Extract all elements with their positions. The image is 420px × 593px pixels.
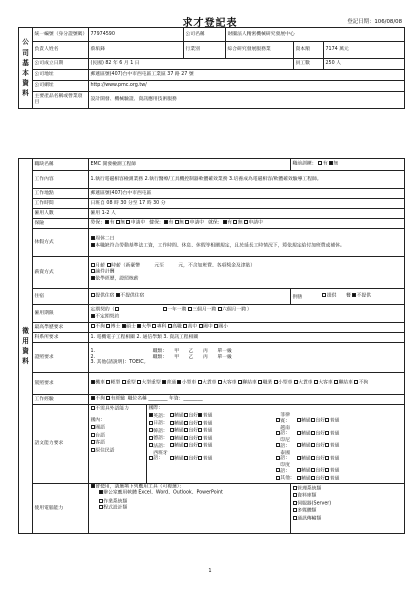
insurance-type-label: 健保： — [149, 220, 164, 226]
experience-field[interactable]: 職位名稱 ________ 年資：________ — [127, 396, 203, 402]
address-value: 郵遞區號(407)台中市西屯區工業區 37 路 27 號 — [89, 70, 405, 81]
education-option[interactable] — [91, 324, 105, 330]
computer-skill-label: 資料庫類 — [297, 493, 317, 499]
foreign-language-list-right — [276, 412, 403, 482]
insurance-option-label: 無 — [120, 220, 126, 226]
education-option[interactable] — [167, 324, 181, 330]
foreign-language-row — [149, 421, 276, 427]
foreign-language-checkbox[interactable] — [149, 421, 153, 425]
department-value: 1. 電機電子工程相關 2. 通信學類 3. 資訊工程相關 — [89, 333, 405, 343]
language-level-label: 精通 — [301, 468, 311, 474]
foreign-language-name: 泰國語： — [280, 450, 290, 462]
language-level-label: 良好 — [188, 443, 199, 449]
insurance-options — [89, 219, 405, 229]
job-title-label: 職缺名稱 — [33, 159, 89, 171]
insurance-option[interactable] — [164, 220, 174, 226]
education-checkbox[interactable] — [152, 324, 156, 328]
language-level-checkbox[interactable] — [325, 418, 329, 422]
training-option-label: 無 — [333, 161, 339, 167]
education-option[interactable] — [121, 324, 135, 330]
license-option[interactable] — [354, 380, 368, 386]
license-checkbox[interactable] — [334, 380, 338, 384]
headcount-value: 僱用 1-2 人 — [89, 209, 405, 219]
insurance-checkbox[interactable] — [105, 220, 109, 224]
education-option-label: 高中 — [187, 324, 198, 330]
license-option-label: 聯結車 — [242, 380, 257, 386]
license-option[interactable] — [106, 380, 120, 386]
license-option[interactable] — [137, 380, 161, 386]
license-option-label: 大貨車 — [202, 380, 217, 386]
foreign-language-name: 日語： — [153, 421, 168, 427]
language-label: 語文能力要求 — [33, 405, 89, 484]
language-level-checkbox[interactable] — [198, 413, 202, 417]
insurance-option[interactable] — [116, 220, 126, 226]
language-level-label: 普通 — [329, 456, 340, 462]
os-text: 作業系統類 — [103, 499, 128, 505]
foreign-language-name: 西班牙語： — [153, 450, 168, 462]
license-option-label: 職業 — [262, 380, 273, 386]
foreign-language-checkbox[interactable] — [276, 443, 280, 447]
language-level-label: 普通 — [329, 431, 340, 437]
education-option-label: 不拘 — [95, 324, 105, 330]
education-options — [89, 323, 405, 333]
page-number: 1 — [208, 568, 212, 574]
pay-hourly-text: 時薪（新臺幣 元至 元，不含加班費、各項獎金及津貼） — [111, 263, 256, 269]
foreign-language-checkbox[interactable] — [149, 456, 153, 460]
experience-option-label: 不拘 — [95, 396, 105, 402]
language-level-label: 精通 — [301, 431, 311, 437]
education-option[interactable] — [183, 324, 197, 330]
education-checkbox[interactable] — [106, 324, 110, 328]
insurance-option-label: 有 — [227, 220, 233, 226]
education-label: 最高學歷要求 — [33, 323, 89, 333]
language-level-label: 良好 — [188, 436, 199, 442]
founded-label: 公司成立日期 — [33, 59, 89, 70]
term-period-option-label: 一年一聘 — [167, 307, 187, 313]
license-option-label: 輕型 — [110, 380, 121, 386]
language-level-label: 普通 — [202, 413, 213, 419]
experience-label: 工作經驗 — [33, 395, 89, 405]
company-section-label: 公司基本資料 — [19, 28, 33, 109]
language-level-label: 精通 — [174, 443, 184, 449]
leave-weekend-text: 周休二日 — [95, 236, 115, 242]
foreign-language-name: 其他： — [280, 476, 295, 482]
foreign-language-checkbox[interactable] — [149, 436, 153, 440]
license-option[interactable] — [162, 380, 176, 386]
license-option[interactable] — [217, 380, 236, 386]
capital-value: 7174 萬元 — [324, 42, 405, 59]
education-option-label: 大學 — [141, 324, 152, 330]
language-level-label: 精通 — [301, 456, 311, 462]
housing-option-label: 提供住宿 — [95, 293, 115, 299]
computer-skill-label: 通訊傳輸類 — [297, 516, 322, 522]
license-option-label: 大型重型 — [141, 380, 161, 386]
education-option-label: 專科 — [156, 324, 167, 330]
insurance-option-label: 申請中 — [248, 220, 263, 226]
license-option[interactable] — [177, 380, 196, 386]
foreign-language-list-left — [149, 412, 276, 482]
language-level-checkbox[interactable] — [325, 431, 329, 435]
foreign-language-name: 韓語： — [153, 428, 168, 434]
language-level-checkbox[interactable] — [325, 443, 329, 447]
license-option-label: 聯結車 — [338, 380, 353, 386]
pay-monthly-text: 月薪 — [95, 263, 105, 269]
experience-option[interactable] — [91, 396, 105, 402]
training-options — [318, 162, 339, 167]
computer-skill-label: 管理系統類 — [297, 486, 322, 491]
license-checkbox[interactable] — [177, 380, 181, 384]
insurance-option[interactable] — [244, 220, 263, 226]
insurance-label: 保險 — [33, 219, 89, 229]
company-name-label: 公司名稱 — [184, 28, 226, 42]
department-label: 科系所要求 — [33, 333, 89, 343]
domestic-label: 國內： — [90, 418, 105, 424]
license-option-label: 普通 — [166, 380, 177, 386]
company-name-value: 財團法人精密機械研究發展中心 — [226, 28, 405, 42]
founded-value: (民國) 82 年 6 月 1 日 — [89, 59, 294, 70]
insurance-option-label: 申請中 — [130, 220, 146, 226]
language-level-label: 精通 — [174, 413, 184, 419]
education-option-label: 國小 — [218, 324, 229, 330]
meal-cell — [291, 289, 405, 305]
foreign-language-checkbox[interactable] — [149, 443, 153, 447]
foreign-language-row — [276, 451, 403, 462]
domestic-language-label: 國語 — [95, 425, 105, 431]
insurance-option[interactable] — [105, 220, 115, 226]
language-level-label: 良好 — [188, 413, 199, 419]
education-option[interactable] — [198, 324, 212, 330]
license-option[interactable] — [334, 380, 353, 386]
language-level-label: 普通 — [329, 476, 340, 482]
foreign-language-row — [276, 476, 403, 482]
language-level-label: 普通 — [329, 443, 340, 449]
leave-label: 休假方式 — [33, 229, 89, 257]
language-level-label: 精通 — [301, 443, 311, 449]
products-value: 設計開發、機械驗證、資訊應用技術服務 — [89, 92, 405, 109]
language-level-label: 良好 — [315, 476, 326, 482]
language-level-label: 精通 — [174, 456, 184, 462]
language-level-label: 精通 — [301, 476, 311, 482]
computer-skill-label: 多媒體類 — [297, 508, 317, 514]
language-level-label: 普通 — [202, 443, 213, 449]
insurance-option-label: 有 — [109, 220, 115, 226]
registration-date: 登記日期：106/08/08 — [347, 19, 402, 25]
language-level-checkbox[interactable] — [198, 456, 202, 460]
hours-value: 日班自 08 時 30 分至 17 時 30 分 — [89, 199, 405, 209]
tax-id-label: 統一編號（身分證號碼） — [33, 28, 89, 42]
foreign-language-name: 法語： — [153, 443, 168, 449]
certificate-label: 證照要求 — [33, 343, 89, 373]
job-section-label: 徵用資料 — [19, 159, 33, 534]
license-option-label: 機車 — [95, 380, 105, 386]
tax-id-value: 77974590 — [89, 28, 184, 42]
training-checkbox[interactable] — [318, 161, 322, 165]
insurance-option[interactable] — [222, 220, 232, 226]
meal-option-label: 不提供 — [356, 293, 371, 299]
education-option[interactable] — [214, 324, 228, 330]
language-level-checkbox[interactable] — [325, 456, 329, 460]
language-level-label: 良好 — [315, 418, 326, 424]
foreign-language-checkbox[interactable] — [149, 428, 153, 432]
meal-option[interactable] — [322, 293, 351, 299]
language-level-checkbox[interactable] — [198, 436, 202, 440]
education-option[interactable] — [152, 324, 166, 330]
industry-label: 行業別 — [184, 42, 226, 59]
housing-option-label: 不提供住宿 — [120, 293, 145, 299]
education-option-label: 博士 — [110, 324, 121, 330]
license-option[interactable] — [197, 380, 216, 386]
foreign-language-row — [276, 463, 403, 474]
domestic-language-label: 客語 — [95, 440, 105, 446]
language-none-text: 不需具外語能力 — [95, 406, 129, 412]
address-label: 公司地址 — [33, 70, 89, 81]
language-level-label: 良好 — [188, 428, 199, 434]
housing-option[interactable] — [91, 293, 115, 299]
license-option[interactable] — [293, 380, 312, 386]
capital-label: 資本額 — [294, 42, 324, 59]
page-title: 求才登記表 — [182, 18, 238, 29]
training-option-label: 有 — [322, 161, 328, 167]
experience-option-label: 有經驗 — [110, 396, 126, 402]
insurance-option[interactable] — [185, 220, 204, 226]
term-period-option[interactable] — [162, 307, 186, 313]
language-level-label: 普通 — [202, 456, 213, 462]
license-option[interactable] — [273, 380, 292, 386]
experience-option[interactable] — [106, 396, 125, 402]
term-open-text: 不定期契約 — [95, 314, 120, 319]
leave-options — [89, 229, 405, 257]
term-fixed-text: 定期契約（ — [90, 307, 115, 313]
insurance-type-label: 就保： — [208, 220, 223, 226]
license-checkbox[interactable] — [106, 380, 110, 384]
programming-text: 程式設計類 — [103, 505, 128, 511]
license-checkbox[interactable] — [274, 380, 278, 384]
education-option-label: 碩士 — [126, 324, 136, 330]
foreign-label: 國際： — [148, 406, 163, 411]
language-cell — [89, 405, 405, 484]
domestic-language-list — [91, 425, 145, 454]
housing-option[interactable] — [115, 293, 144, 299]
insurance-checkbox[interactable] — [185, 220, 189, 224]
domestic-language-label: 台語 — [95, 433, 105, 439]
meal-label: 供膳 — [292, 294, 303, 300]
training-cell — [291, 159, 405, 171]
training-option[interactable] — [318, 161, 328, 167]
foreign-language-checkbox[interactable] — [276, 456, 280, 460]
pay-label: 薪資方式 — [33, 257, 89, 289]
staff-label: 員工數 — [294, 59, 324, 70]
language-level-label: 普通 — [329, 418, 340, 424]
location-value: 郵遞區號(407)台中市西屯區 — [89, 189, 405, 199]
certificate-row: 1. 職類： 甲 乙 丙 單一級 — [90, 349, 232, 355]
language-level-checkbox[interactable] — [198, 428, 202, 432]
education-checkbox[interactable] — [183, 324, 187, 328]
language-level-label: 精通 — [174, 436, 184, 442]
language-level-label: 精通 — [174, 421, 184, 427]
training-label: 職前訓練： — [292, 161, 317, 167]
foreign-language-name: 印度語： — [280, 463, 290, 474]
language-level-label: 普通 — [202, 436, 213, 442]
language-level-checkbox[interactable] — [325, 468, 329, 472]
term-period-option[interactable] — [187, 307, 216, 313]
term-period-option-label: 六個月一聘 — [222, 307, 247, 313]
job-title-value: EMC 開發檢測工程師 — [89, 159, 291, 171]
license-option-label: 小型車 — [277, 380, 293, 386]
computer-label: 使用電腦能力 — [33, 484, 89, 534]
term-close-text: ） — [247, 307, 252, 313]
language-level-label: 良好 — [188, 421, 199, 427]
staff-value: 250 人 — [324, 59, 405, 70]
insurance-option-label: 無 — [237, 220, 243, 226]
insurance-option-label: 有 — [168, 220, 174, 226]
foreign-language-name: 印尼語： — [280, 438, 290, 449]
license-options — [89, 373, 405, 395]
housing-options — [89, 289, 291, 305]
language-level-label: 良好 — [188, 456, 199, 462]
job-content-value: 1.執行電磁相容檢測業務 2.執行醫療/工具機控制器軟體確效業務 3.培養成為電磁相容/軟體確效驗導工程師。 — [89, 171, 405, 189]
language-level-label: 精通 — [174, 428, 184, 434]
education-option-label: 國中 — [203, 324, 213, 330]
license-option-label: 重型 — [126, 380, 136, 386]
license-option-label: 大客車 — [222, 380, 237, 386]
term-period-options — [162, 308, 247, 313]
representative-value: 蔡垢鋒 — [89, 42, 184, 59]
foreign-language-row — [149, 436, 276, 442]
company-table — [18, 27, 405, 109]
job-table — [18, 158, 405, 534]
license-option[interactable] — [238, 380, 257, 386]
license-option-label: 大貨車 — [298, 380, 313, 386]
leave-labor-law-text: 本職缺符合勞動基準法工資，工作時間、休息、休假等相關規定，且於延長工時情況下，將依規定給付加班費或補休。 — [95, 243, 345, 248]
foreign-language-row — [149, 413, 276, 419]
experience-options — [89, 395, 405, 405]
foreign-language-name: 英語： — [153, 413, 168, 419]
certificate-rows — [89, 343, 405, 373]
experience-checkbox[interactable] — [106, 396, 110, 400]
license-label: 駕照要求 — [33, 373, 89, 395]
license-option[interactable] — [314, 380, 333, 386]
certificate-row: 2. 職類： 甲 乙 丙 單一級 — [90, 354, 232, 360]
language-level-label: 精通 — [301, 418, 311, 424]
license-checkbox[interactable] — [354, 380, 358, 384]
insurance-option[interactable] — [174, 220, 184, 226]
term-period-option[interactable] — [217, 307, 246, 313]
certificate-row: 3. 其他(請說明)：TOEIC。 — [90, 360, 149, 366]
insurance-checkbox[interactable] — [126, 220, 130, 224]
license-option-label: 大客車 — [318, 380, 333, 386]
term-options — [89, 305, 405, 323]
location-label: 工作地點 — [33, 189, 89, 199]
license-checkbox[interactable] — [258, 380, 262, 384]
training-option[interactable] — [329, 161, 339, 167]
foreign-language-row — [276, 438, 403, 449]
term-label: 僱用期限 — [33, 305, 89, 323]
meal-options — [322, 293, 392, 299]
insurance-option-label: 無 — [179, 220, 184, 226]
computer-options-right — [291, 484, 405, 534]
license-option[interactable] — [121, 380, 135, 386]
office-software-text: 辦公室應用軟體 Excel、Word、Outlook、PowerPoint — [103, 490, 223, 496]
meal-option[interactable] — [352, 293, 371, 299]
pay-piece-text: 論件計酬 — [95, 269, 115, 275]
foreign-language-name: 菲律賓： — [280, 413, 290, 424]
meal-checkbox[interactable] — [352, 293, 356, 297]
headcount-label: 僱用人數 — [33, 209, 89, 219]
pay-options — [89, 257, 405, 289]
insurance-option[interactable] — [233, 220, 243, 226]
foreign-language-row — [276, 426, 403, 437]
domestic-language-label: 原住民語 — [95, 448, 115, 454]
language-level-label: 良好 — [315, 468, 326, 474]
license-option[interactable] — [91, 380, 105, 386]
meal-checkbox[interactable] — [322, 293, 326, 297]
education-option-label: 高職 — [172, 324, 182, 330]
insurance-option-label: 申請中 — [189, 220, 205, 226]
foreign-language-name: 德語： — [153, 436, 168, 442]
insurance-checkbox[interactable] — [233, 220, 237, 224]
language-level-label: 良好 — [315, 431, 326, 437]
term-fixed-checkbox[interactable] — [115, 307, 119, 311]
language-level-label: 良好 — [315, 456, 326, 462]
computer-skill-label: 伺服器(Server) — [297, 501, 332, 507]
license-option-label: 不拘 — [358, 380, 369, 386]
industry-value: 綜合研究發展服務業 — [226, 42, 294, 59]
language-level-label: 普通 — [202, 421, 213, 427]
website-value[interactable]: http://www.pmc.org.tw/ — [89, 81, 405, 92]
products-label: 主要產品名稱或營業項目 — [33, 92, 89, 109]
language-level-checkbox[interactable] — [325, 476, 329, 480]
license-option-label: 小型車 — [181, 380, 197, 386]
foreign-language-row — [149, 443, 276, 449]
computer-use-text: 會使用，請選填下列應用工具（可複選）： — [95, 484, 185, 490]
foreign-language-checkbox[interactable] — [149, 413, 153, 417]
language-level-label: 普通 — [329, 468, 340, 474]
foreign-language-row — [149, 451, 276, 462]
foreign-language-checkbox[interactable] — [276, 468, 280, 472]
language-level-label: 良好 — [315, 443, 326, 449]
meal-option-label: 提供 餐 — [326, 293, 351, 299]
education-option[interactable] — [106, 324, 120, 330]
housing-label: 住宿 — [33, 289, 89, 305]
term-period-option-label: 三個月一聘 — [192, 307, 217, 313]
website-label: 公司網址 — [33, 81, 89, 92]
computer-options — [89, 484, 291, 534]
language-level-checkbox[interactable] — [198, 421, 202, 425]
foreign-language-row — [149, 428, 276, 434]
foreign-language-name: 越南語： — [280, 425, 290, 437]
foreign-language-checkbox[interactable] — [276, 418, 280, 422]
pay-qualification-text: 依學經歷，證照核薪 — [95, 276, 139, 281]
insurance-option[interactable] — [126, 220, 145, 226]
license-option[interactable] — [258, 380, 272, 386]
foreign-language-checkbox[interactable] — [276, 431, 280, 435]
language-level-label: 普通 — [202, 428, 213, 434]
foreign-language-row — [276, 413, 403, 424]
experience-checkboxes — [91, 397, 127, 402]
representative-label: 負責人姓名 — [33, 42, 89, 59]
insurance-type-label: 勞保： — [90, 220, 105, 226]
foreign-language-checkbox[interactable] — [276, 476, 280, 480]
job-content-label: 工作內容 — [33, 171, 89, 189]
hours-label: 工作時間 — [33, 199, 89, 209]
language-level-checkbox[interactable] — [198, 443, 202, 447]
education-option[interactable] — [137, 324, 151, 330]
